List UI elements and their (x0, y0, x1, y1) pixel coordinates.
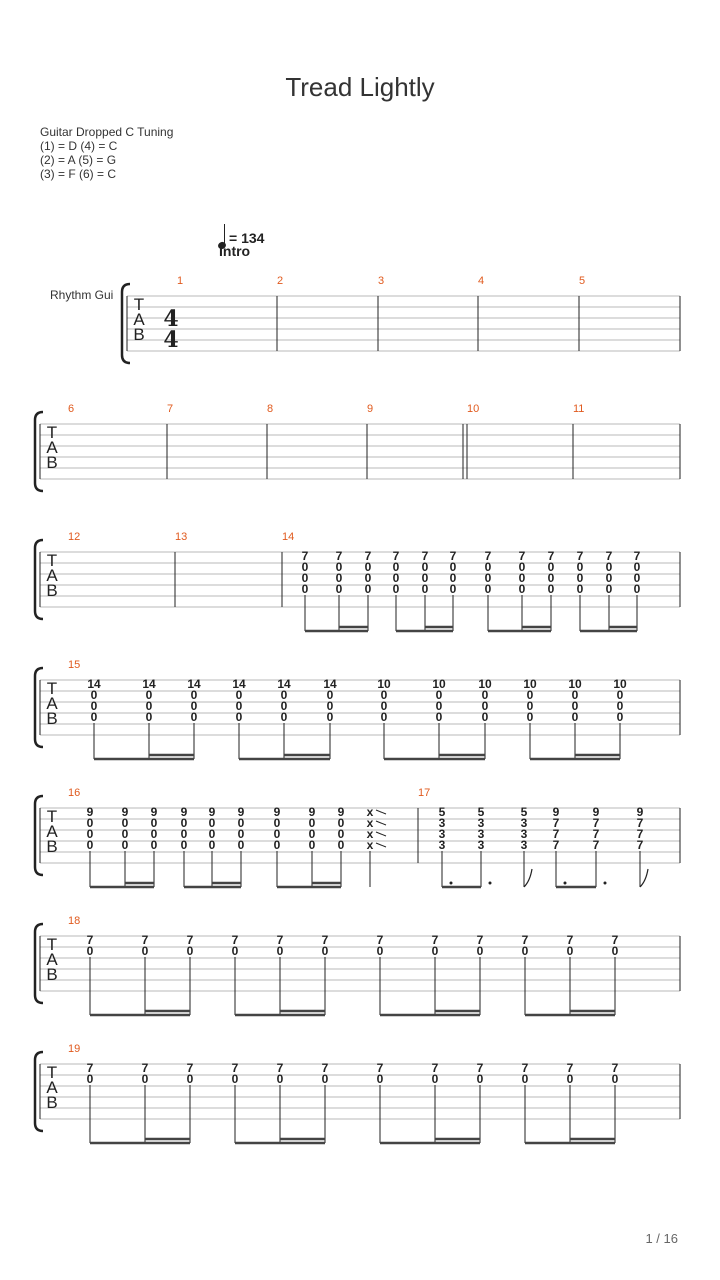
tab-clef-letter: B (46, 1093, 58, 1112)
fret-number: 0 (335, 582, 343, 596)
fret-number: 7 (421, 549, 429, 563)
fret-number: 0 (90, 710, 98, 724)
tab-clef-letter: T (46, 423, 58, 442)
slide-mark (376, 843, 386, 847)
bar-number: 13 (175, 531, 188, 543)
fret-number: 0 (237, 816, 245, 830)
fret-number: 0 (421, 571, 429, 585)
fret-number: 0 (605, 571, 613, 585)
fret-number: 7 (449, 549, 457, 563)
fret-number: 14 (187, 677, 201, 691)
fret-number: 0 (190, 699, 198, 713)
fret-number: 0 (449, 571, 457, 585)
fret-number: 0 (276, 1072, 284, 1086)
fret-number: 7 (484, 549, 492, 563)
fret-number: 7 (636, 838, 644, 852)
fret-number: 0 (235, 699, 243, 713)
fret-number: 0 (237, 827, 245, 841)
fret-number: 0 (186, 1072, 194, 1086)
fret-number: 0 (121, 827, 129, 841)
fret-number: 7 (566, 1061, 574, 1075)
tab-clef-letter: B (46, 837, 58, 856)
fret-number: 0 (380, 699, 388, 713)
bar-number: 17 (418, 787, 431, 799)
fret-number: 14 (232, 677, 246, 691)
fret-number: 0 (190, 710, 198, 724)
tuning-line: (3) = F (6) = C (40, 167, 117, 181)
fret-number: 0 (121, 816, 129, 830)
tab-clef-letter: A (46, 566, 58, 585)
fret-number: 3 (438, 838, 446, 852)
rhythm-dot (604, 882, 607, 885)
bar-number: 19 (68, 1043, 81, 1055)
fret-number: x (366, 816, 374, 830)
tab-clef-letter: B (133, 325, 145, 344)
tab-clef-letter: B (46, 581, 58, 600)
fret-number: 7 (636, 827, 644, 841)
tab-clef-letter: A (46, 694, 58, 713)
fret-number: 10 (568, 677, 582, 691)
fret-number: 0 (335, 560, 343, 574)
fret-number: 0 (566, 944, 574, 958)
fret-number: 0 (180, 827, 188, 841)
fret-number: 9 (237, 805, 245, 819)
fret-number: 0 (518, 560, 526, 574)
fret-number: 0 (86, 827, 94, 841)
fret-number: 0 (449, 560, 457, 574)
fret-number: 7 (86, 1061, 94, 1075)
fret-number: 0 (237, 838, 245, 852)
tab-clef-letter: B (46, 453, 58, 472)
fret-number: 0 (449, 582, 457, 596)
fret-number: 0 (435, 699, 443, 713)
fret-number: 0 (392, 582, 400, 596)
fret-number: 0 (190, 688, 198, 702)
bar-number: 2 (277, 275, 284, 287)
fret-number: 0 (301, 571, 309, 585)
tab-clef-letter: T (46, 551, 58, 570)
fret-number: 7 (611, 1061, 619, 1075)
tab-clef-letter: T (133, 295, 145, 314)
fret-number: 7 (518, 549, 526, 563)
fret-number: 0 (301, 560, 309, 574)
fret-number: 0 (481, 699, 489, 713)
bar-number: 12 (68, 531, 81, 543)
tab-clef-letter: B (46, 709, 58, 728)
fret-number: 7 (592, 838, 600, 852)
fret-number: 7 (321, 933, 329, 947)
fret-number: 0 (321, 1072, 329, 1086)
fret-number: 3 (520, 838, 528, 852)
fret-number: 0 (435, 688, 443, 702)
fret-number: 7 (636, 816, 644, 830)
fret-number: 0 (276, 944, 284, 958)
fret-number: 0 (380, 710, 388, 724)
fret-number: 9 (208, 805, 216, 819)
bar-number: 5 (579, 275, 586, 287)
fret-number: 7 (376, 1061, 384, 1075)
bar-number: 3 (378, 275, 385, 287)
fret-number: 7 (376, 933, 384, 947)
fret-number: 0 (235, 710, 243, 724)
fret-number: 0 (633, 571, 641, 585)
fret-number: 7 (431, 933, 439, 947)
fret-number: 5 (520, 805, 528, 819)
fret-number: 0 (376, 944, 384, 958)
fret-number: 0 (150, 827, 158, 841)
fret-number: 0 (186, 944, 194, 958)
rhythm-dot (564, 882, 567, 885)
fret-number: 0 (86, 838, 94, 852)
fret-number: 0 (435, 710, 443, 724)
slide-mark (376, 821, 386, 825)
bar-number: 6 (68, 403, 75, 415)
fret-number: 0 (337, 816, 345, 830)
fret-number: 10 (523, 677, 537, 691)
fret-number: 9 (308, 805, 316, 819)
fret-number: 10 (613, 677, 627, 691)
fret-number: 0 (321, 944, 329, 958)
fret-number: 9 (337, 805, 345, 819)
track-name: Rhythm Gui (50, 288, 114, 302)
fret-number: 0 (526, 710, 534, 724)
fret-number: 14 (142, 677, 156, 691)
fret-number: 0 (273, 838, 281, 852)
bar-number: 14 (282, 531, 295, 543)
fret-number: 0 (337, 827, 345, 841)
fret-number: 0 (141, 944, 149, 958)
fret-number: 0 (235, 688, 243, 702)
bar-number: 18 (68, 915, 81, 927)
fret-number: 0 (576, 571, 584, 585)
fret-number: 0 (481, 710, 489, 724)
fret-number: 9 (273, 805, 281, 819)
fret-number: 0 (86, 1072, 94, 1086)
fret-number: 7 (186, 933, 194, 947)
fret-number: 0 (476, 944, 484, 958)
fret-number: 7 (231, 933, 239, 947)
tab-clef-letter: A (46, 822, 58, 841)
fret-number: 0 (280, 699, 288, 713)
fret-number: 7 (86, 933, 94, 947)
fret-number: 0 (518, 571, 526, 585)
fret-number: 0 (547, 560, 555, 574)
fret-number: 0 (326, 688, 334, 702)
fret-number: 7 (576, 549, 584, 563)
fret-number: 0 (364, 571, 372, 585)
fret-number: 7 (276, 933, 284, 947)
fret-number: x (366, 827, 374, 841)
fret-number: x (366, 805, 374, 819)
fret-number: 0 (576, 582, 584, 596)
tuning-label: Guitar Dropped C Tuning (40, 125, 174, 139)
fret-number: 10 (377, 677, 391, 691)
rhythm-dot (489, 882, 492, 885)
fret-number: 3 (477, 827, 485, 841)
bar-number: 11 (573, 403, 585, 415)
fret-number: 7 (552, 827, 560, 841)
fret-number: 0 (431, 944, 439, 958)
fret-number: 3 (477, 838, 485, 852)
fret-number: 0 (547, 571, 555, 585)
rhythm-dot (450, 882, 453, 885)
fret-number: 7 (301, 549, 309, 563)
fret-number: 0 (526, 688, 534, 702)
bar-number: 7 (167, 403, 174, 415)
time-signature-digit: 4 (163, 306, 179, 332)
fret-number: 7 (392, 549, 400, 563)
fret-number: 9 (592, 805, 600, 819)
bar-number: 4 (478, 275, 485, 287)
fret-number: 9 (86, 805, 94, 819)
fret-number: 7 (605, 549, 613, 563)
tempo-value: = 134 (229, 230, 265, 246)
fret-number: 10 (432, 677, 446, 691)
fret-number: 0 (308, 838, 316, 852)
fret-number: 0 (476, 1072, 484, 1086)
fret-number: 0 (481, 688, 489, 702)
fret-number: 0 (616, 699, 624, 713)
fret-number: 0 (280, 688, 288, 702)
fret-number: 0 (308, 827, 316, 841)
fret-number: 14 (87, 677, 101, 691)
fret-number: 0 (326, 710, 334, 724)
fret-number: 10 (478, 677, 492, 691)
tab-clef-letter: T (46, 935, 58, 954)
fret-number: 0 (90, 699, 98, 713)
time-signature-digit: 4 (163, 327, 179, 353)
fret-number: 0 (484, 571, 492, 585)
fret-number: 0 (231, 1072, 239, 1086)
fret-number: 0 (364, 582, 372, 596)
fret-number: 0 (484, 560, 492, 574)
fret-number: 0 (150, 838, 158, 852)
fret-number: 7 (364, 549, 372, 563)
slide-mark (376, 832, 386, 836)
fret-number: 7 (276, 1061, 284, 1075)
fret-number: 0 (145, 688, 153, 702)
fret-number: 7 (592, 827, 600, 841)
fret-number: 0 (326, 699, 334, 713)
tab-clef-letter: A (46, 438, 58, 457)
fret-number: 0 (611, 1072, 619, 1086)
fret-number: x (366, 838, 374, 852)
fret-number: 7 (552, 816, 560, 830)
tab-clef-letter: T (46, 1063, 58, 1082)
fret-number: 0 (547, 582, 555, 596)
fret-number: 0 (484, 582, 492, 596)
bar-number: 1 (177, 275, 184, 287)
tab-clef-letter: T (46, 807, 58, 826)
fret-number: 0 (518, 582, 526, 596)
bar-number: 9 (367, 403, 374, 415)
fret-number: 0 (380, 688, 388, 702)
fret-number: 0 (571, 688, 579, 702)
fret-number: 0 (337, 838, 345, 852)
fret-number: 0 (86, 816, 94, 830)
page-number: 1 / 16 (645, 1231, 678, 1246)
fret-number: 0 (145, 710, 153, 724)
bar-number: 8 (267, 403, 274, 415)
fret-number: 14 (277, 677, 291, 691)
fret-number: 3 (477, 816, 485, 830)
fret-number: 0 (86, 944, 94, 958)
fret-number: 0 (121, 838, 129, 852)
fret-number: 0 (145, 699, 153, 713)
section-marker: Intro (219, 243, 251, 259)
fret-number: 7 (633, 549, 641, 563)
fret-number: 7 (231, 1061, 239, 1075)
fret-number: 5 (438, 805, 446, 819)
fret-number: 0 (431, 1072, 439, 1086)
fret-number: 0 (208, 816, 216, 830)
fret-number: 0 (273, 816, 281, 830)
fret-number: 0 (208, 827, 216, 841)
fret-number: 0 (231, 944, 239, 958)
fret-number: 0 (526, 699, 534, 713)
fret-number: 7 (186, 1061, 194, 1075)
fret-number: 3 (520, 816, 528, 830)
tab-clef-letter: B (46, 965, 58, 984)
fret-number: 0 (392, 571, 400, 585)
fret-number: 0 (208, 838, 216, 852)
fret-number: 0 (180, 838, 188, 852)
fret-number: 0 (301, 582, 309, 596)
fret-number: 0 (571, 699, 579, 713)
fret-number: 0 (421, 582, 429, 596)
fret-number: 0 (633, 582, 641, 596)
fret-number: 7 (552, 838, 560, 852)
bar-number: 10 (467, 403, 480, 415)
fret-number: 7 (321, 1061, 329, 1075)
tab-clef-letter: T (46, 679, 58, 698)
tuning-line: (2) = A (5) = G (40, 153, 117, 167)
fret-number: 9 (552, 805, 560, 819)
fret-number: 9 (150, 805, 158, 819)
tuning-line: (1) = D (4) = C (40, 139, 118, 153)
fret-number: 0 (90, 688, 98, 702)
fret-number: 0 (376, 1072, 384, 1086)
fret-number: 0 (392, 560, 400, 574)
fret-number: 0 (280, 710, 288, 724)
fret-number: 0 (616, 688, 624, 702)
fret-number: 0 (273, 827, 281, 841)
fret-number: 7 (335, 549, 343, 563)
bar-number: 15 (68, 659, 81, 671)
fret-number: 7 (521, 933, 529, 947)
fret-number: 9 (180, 805, 188, 819)
fret-number: 0 (521, 944, 529, 958)
fret-number: 0 (335, 571, 343, 585)
fret-number: 0 (611, 944, 619, 958)
fret-number: 0 (180, 816, 188, 830)
fret-number: 14 (323, 677, 337, 691)
fret-number: 0 (571, 710, 579, 724)
tab-clef-letter: A (46, 950, 58, 969)
fret-number: 0 (364, 560, 372, 574)
fret-number: 0 (605, 582, 613, 596)
fret-number: 7 (476, 1061, 484, 1075)
fret-number: 7 (141, 933, 149, 947)
fret-number: 0 (576, 560, 584, 574)
fret-number: 0 (616, 710, 624, 724)
fret-number: 3 (438, 827, 446, 841)
fret-number: 0 (308, 816, 316, 830)
fret-number: 3 (520, 827, 528, 841)
fret-number: 9 (121, 805, 129, 819)
fret-number: 7 (431, 1061, 439, 1075)
note-flag (640, 869, 648, 887)
fret-number: 7 (521, 1061, 529, 1075)
fret-number: 5 (477, 805, 485, 819)
fret-number: 7 (592, 816, 600, 830)
fret-number: 7 (566, 933, 574, 947)
note-flag (524, 869, 532, 887)
tab-clef-letter: A (133, 310, 145, 329)
bar-number: 16 (68, 787, 81, 799)
fret-number: 7 (141, 1061, 149, 1075)
fret-number: 7 (611, 933, 619, 947)
tab-clef-letter: A (46, 1078, 58, 1097)
fret-number: 0 (150, 816, 158, 830)
fret-number: 0 (421, 560, 429, 574)
song-title: Tread Lightly (285, 72, 435, 102)
fret-number: 7 (547, 549, 555, 563)
slide-mark (376, 810, 386, 814)
fret-number: 7 (476, 933, 484, 947)
fret-number: 0 (141, 1072, 149, 1086)
fret-number: 0 (521, 1072, 529, 1086)
fret-number: 9 (636, 805, 644, 819)
fret-number: 0 (566, 1072, 574, 1086)
fret-number: 3 (438, 816, 446, 830)
fret-number: 0 (605, 560, 613, 574)
fret-number: 0 (633, 560, 641, 574)
